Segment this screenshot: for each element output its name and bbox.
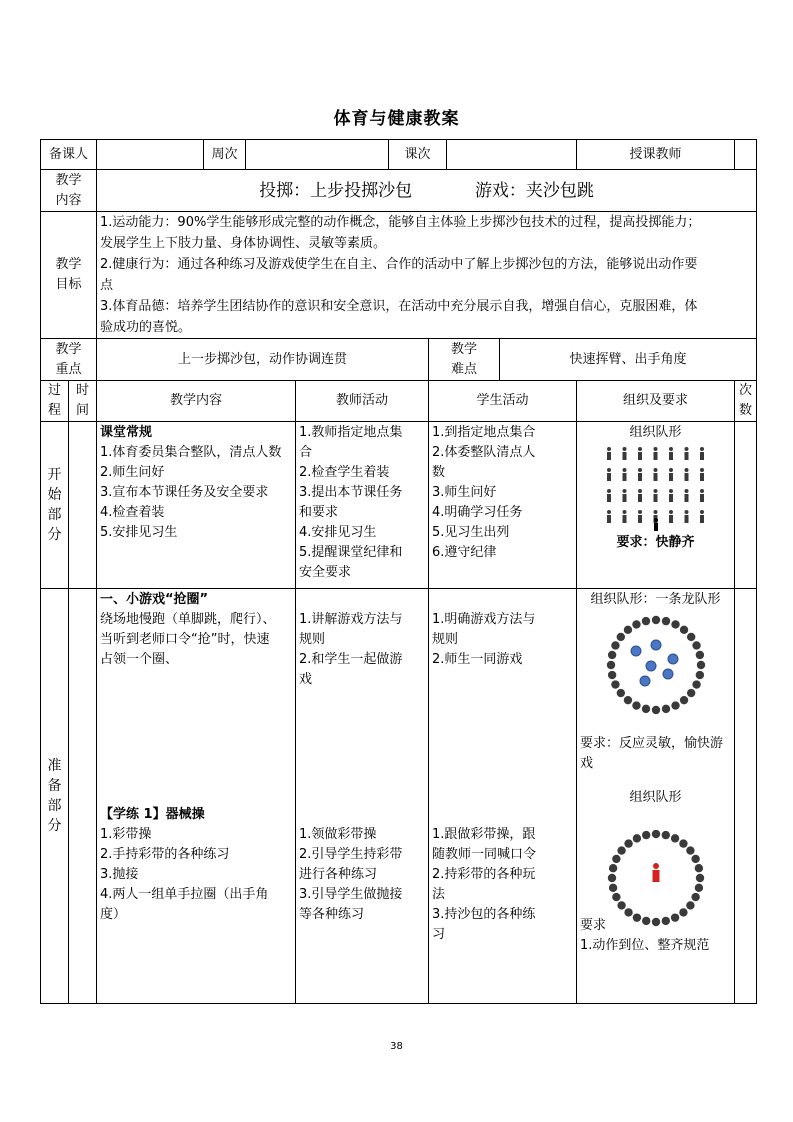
student-figure-body — [638, 473, 642, 481]
key-label — [41, 339, 97, 381]
ring-dot — [670, 913, 678, 921]
student-figure-body — [684, 452, 688, 460]
player-dot — [640, 676, 650, 686]
ring-dot — [661, 705, 669, 713]
ring-dot — [623, 626, 631, 634]
prep-drill-line: 1.彩带操 — [100, 827, 152, 842]
start-student-line: 5.见习生出列 — [432, 525, 510, 540]
start-teacher-line: 1.教师指定地点集 — [299, 425, 403, 440]
start-count — [735, 422, 757, 589]
prep-teacher-line: 2.引导学生持彩带 — [299, 847, 403, 862]
start-content-line: 3.宣布本节课任务及安全要求 — [100, 485, 269, 500]
organization-header: 组织及要求 — [577, 381, 735, 422]
student-figure-head — [622, 447, 626, 451]
circle-formation-with-teacher-diagram — [601, 830, 711, 930]
student-figure-body — [622, 515, 626, 523]
content-header: 教学内容 — [97, 381, 296, 422]
player-dot — [646, 661, 656, 671]
start-teacher-line: 3.提出本节课任务 — [299, 485, 403, 500]
week-label: 周次 — [204, 140, 246, 170]
student-figure-body — [669, 515, 673, 523]
prep-teacher-line: 2.和学生一起做游 — [299, 652, 403, 667]
page-number: 38 — [390, 1041, 403, 1052]
start-teacher-line: 安全要求 — [299, 565, 352, 580]
lesson-no-label: 课次 — [389, 140, 447, 170]
ring-dot — [624, 908, 632, 916]
ring-dot — [671, 701, 679, 709]
ring-dot — [671, 620, 679, 628]
preparer-value — [97, 140, 204, 170]
student-figure-head — [638, 447, 642, 451]
ring-dot — [695, 671, 703, 679]
prep-organization — [577, 589, 735, 1004]
ring-dot — [694, 884, 702, 892]
ring-dot — [692, 680, 700, 688]
ring-dot — [641, 617, 649, 625]
ring-dot — [679, 839, 687, 847]
prep-student-line: 2.师生一同游戏 — [432, 652, 523, 667]
count-header-2: 数 — [739, 403, 753, 418]
content-value — [97, 170, 757, 212]
prep-org1-requirement: 要求：反应灵敏，愉快游 — [580, 736, 724, 751]
prep-student-activity — [429, 589, 577, 1004]
student-figure-head — [684, 468, 688, 472]
prep-drill-line: 4.两人一组单手拉圈（出手角 — [100, 887, 269, 902]
start-student-line: 1.到指定地点集合 — [432, 425, 536, 440]
student-figure-head — [700, 468, 704, 472]
objectives-row — [41, 212, 757, 339]
ring-dot — [611, 680, 619, 688]
difficulty-value: 快速挥臂、出手角度 — [500, 339, 757, 381]
formation-grid-diagram — [601, 443, 711, 533]
content-label-2: 内容 — [55, 192, 82, 208]
student-figure-body — [700, 494, 704, 502]
prep-student-line: 规则 — [432, 632, 459, 647]
start-teacher-line: 4.安排见习生 — [299, 525, 377, 540]
start-teacher-activity — [296, 422, 429, 589]
ring-dot — [661, 917, 669, 925]
key-value: 上一步掷沙包，动作协调连贯 — [97, 339, 429, 381]
phase-char: 部 — [47, 507, 62, 523]
student-figure-body — [700, 452, 704, 460]
ring-dot — [687, 633, 695, 641]
ring-dot — [679, 626, 687, 634]
ring-dot — [686, 846, 694, 854]
ring-dot — [691, 855, 699, 863]
teacher-figure-head — [654, 518, 658, 522]
key-row — [41, 339, 757, 381]
ring-dot — [632, 620, 640, 628]
phase-char: 备 — [47, 778, 62, 794]
prep-drill-line: 3.抛接 — [100, 867, 139, 882]
ring-dot — [694, 864, 702, 872]
difficulty-label — [429, 339, 500, 381]
student-figure-body — [622, 452, 626, 460]
phase-char: 开 — [47, 467, 62, 483]
content-game: 游戏：夹沙包跳 — [474, 180, 594, 201]
prep-student-line: 1.明确游戏方法与 — [432, 612, 536, 627]
ring-dot — [696, 661, 704, 669]
objectives-label — [41, 212, 97, 339]
ring-dot — [679, 696, 687, 704]
student-figure-body — [607, 494, 611, 502]
ring-dot — [608, 884, 616, 892]
student-figure-head — [684, 489, 688, 493]
objective-line: 3.体育品德：培养学生团结协作的意识和安全意识，在活动中充分展示自我，增强自信心，克服困难，体 — [100, 299, 698, 314]
student-figure-body — [700, 515, 704, 523]
student-figure-head — [653, 468, 657, 472]
student-figure-head — [684, 447, 688, 451]
prep-game-line: 占领一个圈、 — [100, 652, 179, 667]
ring-dot — [679, 908, 687, 916]
start-content-title: 课堂常规 — [100, 425, 153, 440]
content-row — [41, 170, 757, 212]
prep-count — [735, 589, 757, 1004]
key-label-2: 重点 — [55, 361, 82, 377]
student-figure-head — [700, 510, 704, 514]
start-teacher-line: 5.提醒课堂纪律和 — [299, 545, 403, 560]
student-figure-body — [638, 515, 642, 523]
ring-dot — [692, 641, 700, 649]
teacher-activity-header: 教师活动 — [296, 381, 429, 422]
ring-dot — [616, 689, 624, 697]
student-figure-body — [607, 515, 611, 523]
prep-student-line: 随教师一同喊口令 — [432, 847, 537, 862]
count-header-1: 次 — [739, 383, 753, 398]
start-content — [97, 422, 296, 589]
start-org-requirement: 要求：快静齐 — [616, 535, 695, 550]
student-figure-body — [622, 494, 626, 502]
player-dot — [663, 669, 673, 679]
prep-student-line: 法 — [432, 887, 446, 902]
ring-dot — [612, 893, 620, 901]
start-student-activity — [429, 422, 577, 589]
student-figure-head — [669, 510, 673, 514]
student-figure-body — [700, 473, 704, 481]
phase-char: 分 — [47, 527, 62, 543]
prep-phase — [41, 589, 69, 1004]
page-title: 体育与健康教案 — [333, 109, 460, 129]
lesson-no-value — [447, 140, 577, 170]
prep-teacher-line: 戏 — [299, 672, 313, 687]
student-figure-head — [622, 510, 626, 514]
prep-org2-requirement: 1.动作到位、整齐规范 — [580, 938, 710, 953]
prep-student-line: 3.持沙包的各种练 — [432, 907, 536, 922]
player-dot — [651, 640, 661, 650]
ring-dot — [670, 834, 678, 842]
student-figure-body — [684, 473, 688, 481]
content-label — [41, 170, 97, 212]
student-figure-head — [700, 489, 704, 493]
student-figure-body — [653, 494, 657, 502]
student-figure-head — [700, 447, 704, 451]
prep-teacher-line: 等各种练习 — [299, 907, 365, 922]
student-figure-body — [653, 452, 657, 460]
objectives-label-1: 教学 — [55, 257, 82, 272]
student-figure-body — [669, 452, 673, 460]
student-figure-head — [607, 468, 611, 472]
student-figure-body — [622, 473, 626, 481]
teacher-value — [735, 140, 757, 170]
ring-dot — [617, 846, 625, 854]
circle-formation-with-players-diagram — [601, 610, 711, 720]
student-activity-header: 学生活动 — [429, 381, 577, 422]
start-content-line: 2.师生问好 — [100, 465, 165, 480]
student-figure-head — [607, 489, 611, 493]
student-figure-head — [638, 510, 642, 514]
prep-teacher-line: 3.引导学生做抛接 — [299, 887, 403, 902]
ring-dot — [686, 901, 694, 909]
student-figure-body — [669, 494, 673, 502]
student-figure-body — [638, 494, 642, 502]
week-value — [246, 140, 389, 170]
ring-dot — [642, 917, 650, 925]
student-figure-head — [622, 468, 626, 472]
objectives-label-2: 目标 — [55, 277, 82, 292]
objective-line: 点 — [100, 278, 114, 293]
student-figure-body — [669, 473, 673, 481]
column-header-row — [41, 381, 757, 422]
start-student-line: 3.师生问好 — [432, 485, 497, 500]
prep-game-line: 当听到老师口令“抢”时，快速 — [100, 632, 270, 647]
prep-game-title: 一、小游戏“抢圈” — [100, 592, 209, 607]
ring-dot — [687, 689, 695, 697]
student-figure-body — [607, 452, 611, 460]
prep-time — [69, 589, 97, 1004]
prep-student-line: 1.跟做彩带操，跟 — [432, 827, 536, 842]
prep-drill-title: 【学练 1】器械操 — [100, 807, 205, 822]
phase-char: 准 — [47, 758, 62, 774]
ring-dot — [695, 874, 703, 882]
ring-dot — [695, 651, 703, 659]
content-main: 投掷：上步投掷沙包 — [259, 180, 413, 201]
prep-game-line: 绕场地慢跑（单脚跳，爬行）、 — [100, 612, 276, 627]
preparer-label: 备课人 — [41, 140, 97, 170]
prep-org2-requirement: 要求 — [580, 918, 607, 933]
prep-drill-line: 2.手持彩带的各种练习 — [100, 847, 230, 862]
phase-char: 部 — [47, 798, 62, 814]
ring-dot — [607, 874, 615, 882]
teacher-figure-head — [653, 863, 659, 869]
student-figure-body — [638, 452, 642, 460]
student-figure-head — [638, 468, 642, 472]
start-student-line: 2.体委整队清点人 — [432, 445, 536, 460]
student-figure-head — [684, 510, 688, 514]
process-header — [41, 381, 69, 422]
student-figure-head — [653, 510, 657, 514]
student-figure-head — [669, 489, 673, 493]
ring-dot — [691, 893, 699, 901]
difficulty-label-1: 教学 — [451, 341, 478, 357]
start-student-line: 4.明确学习任务 — [432, 505, 523, 520]
start-teacher-line: 和要求 — [299, 505, 339, 520]
student-figure-head — [607, 510, 611, 514]
start-section-row — [41, 422, 757, 589]
count-header — [735, 381, 757, 422]
prep-teacher-line: 1.领做彩带操 — [299, 827, 377, 842]
start-phase — [41, 422, 69, 589]
ring-dot — [641, 705, 649, 713]
ring-dot — [607, 671, 615, 679]
objective-line: 发展学生上下肢力量、身体协调性、灵敏等素质。 — [100, 236, 387, 251]
student-figure-body — [653, 473, 657, 481]
start-student-line: 数 — [432, 465, 446, 480]
prep-student-line: 2.持彩带的各种玩 — [432, 867, 536, 882]
process-header-1: 过 — [47, 383, 61, 398]
start-content-line: 1.体育委员集合整队，清点人数 — [100, 445, 282, 460]
ring-dot — [632, 701, 640, 709]
prep-drill-line: 度） — [100, 907, 127, 922]
start-organization — [577, 422, 735, 589]
ring-dot — [661, 617, 669, 625]
prep-teacher-line: 规则 — [299, 632, 326, 647]
ring-dot — [623, 696, 631, 704]
teacher-figure-body — [652, 870, 659, 882]
ring-dot — [624, 839, 632, 847]
prep-section-row — [41, 589, 757, 1004]
objective-line: 2.健康行为：通过各种练习及游戏使学生在自主、合作的活动中了解上步掷沙包的方法，能够说出动作要 — [100, 257, 698, 272]
ring-dot — [632, 913, 640, 921]
time-header — [69, 381, 97, 422]
student-figure-head — [607, 447, 611, 451]
ring-dot — [608, 864, 616, 872]
student-figure-head — [669, 468, 673, 472]
prep-teacher-activity — [296, 589, 429, 1004]
header-row — [41, 140, 757, 170]
student-figure-head — [622, 489, 626, 493]
prep-content — [97, 589, 296, 1004]
ring-dot — [632, 834, 640, 842]
phase-char: 分 — [47, 818, 62, 834]
student-figure-body — [607, 473, 611, 481]
teacher-figure-body — [654, 523, 658, 531]
ring-dot — [616, 633, 624, 641]
prep-org1-title: 组织队形：一条龙队形 — [590, 592, 721, 607]
content-label-1: 教学 — [55, 172, 82, 188]
student-figure-body — [684, 494, 688, 502]
difficulty-label-2: 难点 — [451, 361, 478, 377]
ring-dot — [606, 661, 614, 669]
objectives-text — [97, 212, 757, 339]
prep-student-line: 习 — [432, 927, 446, 942]
player-dot — [631, 646, 641, 656]
prep-teacher-line: 1.讲解游戏方法与 — [299, 612, 403, 627]
student-figure-head — [669, 447, 673, 451]
start-time — [69, 422, 97, 589]
student-figure-body — [684, 515, 688, 523]
start-content-line: 5.安排见习生 — [100, 525, 178, 540]
lesson-plan-table — [40, 139, 757, 1004]
start-content-line: 4.检查着装 — [100, 505, 165, 520]
ring-dot — [617, 901, 625, 909]
key-label-1: 教学 — [55, 341, 82, 357]
objective-line: 1.运动能力：90%学生能够形成完整的动作概念，能够自主体验上步掷沙包技术的过程，提高投掷能力； — [100, 215, 701, 230]
start-org-title: 组织队形 — [629, 425, 682, 440]
time-header-2: 间 — [76, 403, 90, 418]
prep-org1-requirement: 戏 — [580, 756, 594, 771]
start-teacher-line: 合 — [299, 445, 313, 460]
student-figure-head — [638, 489, 642, 493]
start-teacher-line: 2.检查学生着装 — [299, 465, 390, 480]
objective-line: 验成功的喜悦。 — [100, 320, 192, 335]
student-figure-head — [653, 489, 657, 493]
ring-dot — [612, 855, 620, 863]
phase-char: 始 — [47, 487, 62, 503]
process-header-2: 程 — [47, 403, 61, 418]
ring-dot — [607, 651, 615, 659]
teacher-label: 授课教师 — [577, 140, 735, 170]
ring-dot — [611, 641, 619, 649]
ring-dot — [651, 616, 659, 624]
student-figure-head — [653, 447, 657, 451]
prep-teacher-line: 进行各种练习 — [299, 867, 378, 882]
ring-dot — [651, 830, 659, 838]
time-header-1: 时 — [76, 383, 90, 398]
ring-dot — [661, 831, 669, 839]
prep-org2-title: 组织队形 — [629, 790, 682, 805]
player-dot — [668, 654, 678, 664]
start-student-line: 6.遵守纪律 — [432, 545, 497, 560]
ring-dot — [651, 918, 659, 926]
ring-dot — [651, 706, 659, 714]
ring-dot — [642, 831, 650, 839]
